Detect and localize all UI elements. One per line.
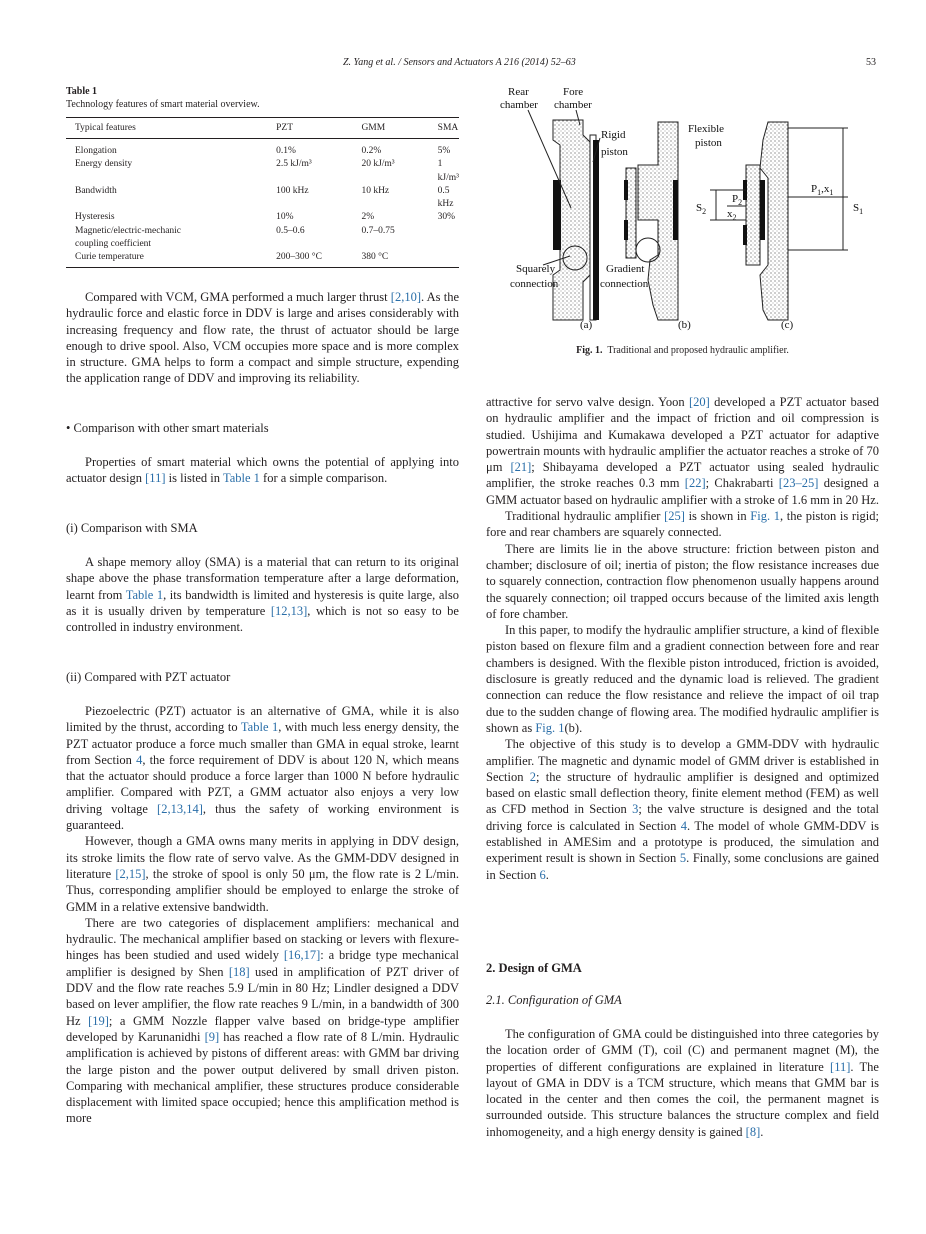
text: Compared with VCM, GMA performed a much larger thrust bbox=[85, 290, 391, 304]
citation-link[interactable]: [12,13] bbox=[270, 603, 308, 618]
label-p1x1: $P_1,x_1$ bbox=[811, 183, 834, 197]
figure-ref-link[interactable]: Fig. 1 bbox=[750, 509, 780, 524]
label-gradient: Gradient bbox=[606, 263, 645, 275]
table-label: Table 1 bbox=[66, 86, 98, 97]
table-cell: 0.5–0.6 bbox=[276, 225, 305, 236]
text: attractive for servo valve design. Yoon bbox=[486, 395, 689, 409]
paragraph bbox=[66, 454, 459, 487]
table-cell bbox=[429, 225, 459, 252]
table-header-cell: Typical features bbox=[66, 118, 267, 139]
label-fore: Fore bbox=[563, 86, 584, 98]
text: , the piston is rigid; fore and rear chambers are squarely connected. bbox=[486, 509, 879, 540]
table-cell: 380 °C bbox=[352, 251, 428, 267]
features-table bbox=[66, 117, 459, 268]
label-flexible: Flexible bbox=[688, 123, 725, 135]
subheading-text: (ii) Compared with PZT actuator bbox=[66, 670, 231, 684]
text: . The layout of GMA in DDV is a TCM structure, which means that GMM bar is located in the center and then comes the coil, the permanent magnet is surrounded outside. This structure balances the structure complex and field inhomogeneity, and a high energy density is gained bbox=[486, 1059, 879, 1139]
text: However, though a GMA owns many merits in applying in DDV design, its stroke limits the flow rate of servo valve. As the GMM-DDV designed in literature bbox=[66, 834, 459, 881]
text: Properties of smart material which owns the potential of applying into actuator design bbox=[66, 455, 459, 486]
text: Piezoelectric (PZT) actuator is an alternative of GMA, while it is also limited by the thrust, according to bbox=[66, 704, 459, 735]
text: , thus the safety of working environment is guaranteed. bbox=[66, 801, 460, 833]
text: ; the structure of hydraulic amplifier is designed and optimized based on elastic small deflection theory, finite element method (FEM) as well as CFD method in Section bbox=[486, 769, 879, 817]
text: ; Chakrabarti bbox=[705, 476, 779, 491]
table-header-cell: PZT bbox=[267, 118, 352, 139]
citation-link[interactable]: [18] bbox=[228, 964, 250, 979]
text: is listed in bbox=[165, 471, 223, 486]
table-cell: 0.7–0.75 bbox=[361, 225, 395, 236]
label-squarely: Squarely bbox=[516, 263, 556, 275]
subheading-sma bbox=[66, 520, 459, 536]
table-cell: 200–300 °C bbox=[267, 251, 352, 267]
citation-link[interactable]: [11] bbox=[145, 471, 166, 486]
table-cell: Energy density bbox=[75, 159, 133, 170]
text: ; Shibayama developed a PZT actuator using sealed hydraulic amplifier, the stroke reaches 0.3 mm bbox=[486, 460, 879, 491]
citation-link[interactable]: [2,15] bbox=[115, 866, 146, 881]
page-number: 53 bbox=[866, 57, 876, 68]
left-text-3 bbox=[66, 554, 459, 635]
citation-link[interactable]: [11] bbox=[830, 1059, 851, 1074]
figure-caption-text: Traditional and proposed hydraulic amplifier. bbox=[607, 345, 789, 356]
text: ; a GMM Nozzle flapper valve based on bridge-type amplifier developed by Karunanidhi bbox=[66, 1013, 460, 1044]
table-header-cell: SMA bbox=[429, 118, 459, 139]
label-x2: $x_2$ bbox=[727, 208, 737, 222]
section-ref-link[interactable]: 3 bbox=[632, 802, 639, 817]
table-row bbox=[66, 185, 459, 212]
text: There are two categories of displacement amplifiers: mechanical and hydraulic. The mechanical amplifier based on stacking or levers with flexure-hinges has been studied and used widely bbox=[66, 915, 459, 963]
label-p2: $P_2$ bbox=[732, 193, 743, 207]
paragraph bbox=[486, 736, 879, 883]
citation-link[interactable]: [21] bbox=[510, 460, 532, 475]
text: : a bridge type mechanical amplifier is designed by Shen bbox=[66, 948, 460, 979]
citation-link[interactable]: [9] bbox=[204, 1029, 220, 1044]
text: , the stroke of spool is only 50 μm, the flow rate is 2 L/min. Thus, corresponding amplifier should be employed to enlarge the stroke of GMM in a relative extensive bandwidth. bbox=[66, 866, 459, 914]
section-ref-link[interactable]: 4 bbox=[136, 752, 143, 767]
table-ref-link[interactable]: Table 1 bbox=[125, 587, 164, 602]
citation-link[interactable]: [20] bbox=[688, 395, 710, 409]
text: The configuration of GMA could be distinguished into three categories by the location order of GMM (T), coil (C) and permanent magnet (M), the properties of different configurations are explained in literature bbox=[486, 1027, 879, 1074]
label-s1: $S_1$ bbox=[853, 202, 864, 216]
section-ref-link[interactable]: 5 bbox=[679, 851, 687, 866]
text: , its bandwidth is limited and hysteresis is quite large, also as it is usually driven by temperature bbox=[66, 587, 460, 618]
table-cell: 1 kJ/m³ bbox=[437, 159, 459, 183]
table-cell: 0.1% bbox=[276, 146, 296, 156]
text: has reached a flow rate of 8 L/min. Hydraulic amplification is achieved by pistons of different areas: with GMM bar driving the large piston and the power output delivered by small driven piston. Comparing with mechanical amplifier, these structures produce considerable displacement with limited space occupied; hence this amplification method is more bbox=[66, 1029, 459, 1126]
citation-link[interactable]: [16,17] bbox=[283, 948, 321, 963]
table-cell: 2.5 kJ/m³ bbox=[276, 159, 312, 170]
right-text-2 bbox=[486, 1026, 879, 1140]
bullet-heading bbox=[66, 420, 459, 436]
paragraph bbox=[486, 394, 879, 508]
text: designed a GMM actuator based on hydraulic amplifier with a stroke of 1.6 mm in 20 Hz. bbox=[486, 476, 880, 507]
figure-ref-link[interactable]: Fig. 1 bbox=[535, 720, 565, 735]
table-cell: 5% bbox=[437, 146, 451, 156]
table-cell: 2% bbox=[361, 212, 375, 223]
text: (b). bbox=[564, 720, 583, 735]
paragraph bbox=[66, 554, 459, 635]
table-cell bbox=[429, 251, 459, 267]
coupling-label: Magnetic/electric-mechanic coupling coefficient bbox=[75, 225, 182, 250]
table-cell: 10 kHz bbox=[361, 185, 390, 196]
table-cell: 30% bbox=[437, 212, 456, 223]
text: is shown in bbox=[684, 509, 751, 524]
right-text-1 bbox=[486, 394, 879, 883]
paragraph bbox=[486, 508, 879, 541]
table-cell: Bandwidth bbox=[75, 185, 117, 196]
table-cell: 20 kJ/m³ bbox=[361, 159, 395, 170]
panel-b bbox=[624, 122, 678, 320]
table-cell: 0.2% bbox=[361, 146, 382, 156]
paragraph: There are limits lie in the above structure: friction between piston and chamber; disclosure of oil; inertia of piston; the flow resistance increases due to squarely connection, contraction flow phenomenon usually happens around the squarely connection; oil trapped occurs because of the limited axis length of fore chamber. bbox=[486, 541, 879, 621]
table-header-cell: GMM bbox=[352, 118, 428, 139]
label-fore-chamber: chamber bbox=[554, 99, 592, 111]
table-row bbox=[66, 211, 459, 224]
section-ref-link[interactable]: 6 bbox=[539, 867, 546, 882]
text: . bbox=[760, 1124, 764, 1139]
text: developed a PZT actuator based on hydraulic amplifier and the impact of friction and oil compression is studied. Ushijima and Kumakawa developed a PZT actuator for adaptive powertrain mounts with hydraulic amplifier the actuator reaches a stroke of 70 μm bbox=[486, 395, 879, 475]
text: for a simple comparison. bbox=[259, 471, 388, 486]
citation-link[interactable]: [23–25] bbox=[778, 476, 819, 491]
table-cell: Elongation bbox=[75, 146, 117, 156]
citation-link[interactable]: [22] bbox=[684, 476, 706, 491]
figure-label: Fig. 1. bbox=[576, 345, 603, 356]
figure-caption bbox=[486, 345, 879, 356]
table-header-row bbox=[66, 118, 459, 139]
table-ref-link[interactable]: Table 1 bbox=[222, 471, 260, 486]
table-cell: 0.5 kHz bbox=[437, 185, 454, 210]
label-rear: Rear bbox=[508, 86, 529, 98]
text: ; the valve structure is designed and the total driving force is calculated in Section bbox=[486, 802, 879, 833]
hydraulic-amplifier-figure bbox=[498, 80, 888, 335]
table-cell: 10% bbox=[276, 212, 294, 223]
journal-citation: Z. Yang et al. / Sensors and Actuators A 216 (2014) 52–63 bbox=[343, 57, 576, 68]
paragraph bbox=[486, 1026, 879, 1140]
left-text-4 bbox=[66, 703, 459, 1127]
citation-link[interactable]: [2,13,14] bbox=[157, 801, 203, 816]
paragraph bbox=[66, 703, 459, 833]
panel-c bbox=[710, 122, 848, 320]
table-cell: 100 kHz bbox=[276, 185, 309, 196]
label-panel-a: (a) bbox=[580, 319, 593, 331]
label-rigid: Rigid bbox=[601, 129, 626, 141]
text: , the force requirement of DDV is about 120 N, which means that the actuator should produce a force larger than 1000 N before hydraulic amplifier. Compared with PZT, a GMM actuator also enjoys a very low driving voltage bbox=[66, 752, 459, 816]
citation-link[interactable]: [2,10] bbox=[390, 290, 421, 304]
table-cell: Hysteresis bbox=[75, 212, 115, 223]
text: . The model of whole GMM-DDV is established in AMESim and a prototype is produced, the simulation and experiment result is shown in Section bbox=[486, 818, 879, 866]
citation-link[interactable]: [8] bbox=[745, 1124, 761, 1139]
table-cell bbox=[66, 225, 267, 252]
text: The objective of this study is to develop a GMM-DDV with hydraulic amplifier. The magnetic and dynamic model of GMM driver is established in Section bbox=[486, 737, 879, 784]
subheading-text: (i) Comparison with SMA bbox=[66, 521, 198, 535]
text: . As the hydraulic force and elastic force in DDV is large and arises considerably with increasing frequency and flow rate, the thrust of actuator should be large enough to drive spool. Also, VCM occupies more space and is more complex in structure. GMA helps to form a compact and simple structure, expending the application range of DDV and improving its reliability. bbox=[66, 290, 459, 386]
paragraph bbox=[66, 833, 459, 914]
text: . bbox=[545, 867, 549, 882]
table-caption: Technology features of smart material overview. bbox=[66, 99, 260, 110]
text: In this paper, to modify the hydraulic amplifier structure, a kind of flexible piston based on flexure film and a gradient connection between fore and rear chambers is designed. With the flexible piston introduced, friction is avoided, disclosure is greatly reduced and the dynamic load is relieved. The gradient connection can reduce the flow resistance and relieve the impact of oil trap due to the sudden change of flowing area. The modified hydraulic amplifier is shown as bbox=[486, 623, 879, 735]
table-row bbox=[66, 139, 459, 159]
text: , with much less energy density, the PZT actuator produce a force much smaller than GMA in equal stroke, learnt from Section bbox=[66, 720, 459, 767]
left-text-2 bbox=[66, 454, 459, 487]
section-heading: 2. Design of GMA bbox=[486, 961, 582, 975]
label-panel-b: (b) bbox=[678, 319, 691, 331]
label-squarely-connection: connection bbox=[510, 278, 559, 290]
paragraph bbox=[486, 622, 879, 736]
text: A shape memory alloy (SMA) is a material that can return to its original shape above the phase transformation temperature after a large deformation, learnt from bbox=[66, 555, 459, 602]
label-gradient-connection: connection bbox=[600, 278, 649, 290]
label-s2: $S_2$ bbox=[696, 202, 707, 216]
table-cell: Curie temperature bbox=[66, 251, 267, 267]
label-rigid-piston: piston bbox=[601, 146, 628, 158]
paragraph bbox=[66, 915, 459, 1127]
table-row bbox=[66, 225, 459, 252]
text: . Finally, some conclusions are gained in Section bbox=[486, 851, 879, 882]
subheading-pzt bbox=[66, 669, 459, 685]
label-flexible-piston: piston bbox=[695, 137, 722, 149]
table-row bbox=[66, 158, 459, 185]
citation-link[interactable]: [25] bbox=[664, 509, 685, 524]
table-row bbox=[66, 251, 459, 267]
label-panel-c: (c) bbox=[781, 319, 794, 331]
label-rear-chamber: chamber bbox=[500, 99, 538, 111]
text: , which is not so easy to be controlled in industry environment. bbox=[66, 603, 459, 635]
table-ref-link[interactable]: Table 1 bbox=[240, 720, 279, 735]
paragraph bbox=[66, 289, 459, 387]
subsection-heading: 2.1. Configuration of GMA bbox=[486, 993, 622, 1007]
left-text-1 bbox=[66, 289, 459, 387]
text: used in amplification of PZT driver of DDV and the flow rate reaches 5.9 L/min in 80 Hz; Lindler designed a DDV based on lever amplifier, the flow rate reaches 9 L/min, in a bandwidth of 300 Hz bbox=[66, 964, 459, 1028]
section-ref-link[interactable]: 2 bbox=[529, 769, 536, 784]
bullet-text: • Comparison with other smart materials bbox=[66, 421, 269, 435]
citation-link[interactable]: [19] bbox=[88, 1013, 109, 1028]
text: Traditional hydraulic amplifier bbox=[505, 509, 665, 524]
section-ref-link[interactable]: 4 bbox=[680, 818, 688, 833]
